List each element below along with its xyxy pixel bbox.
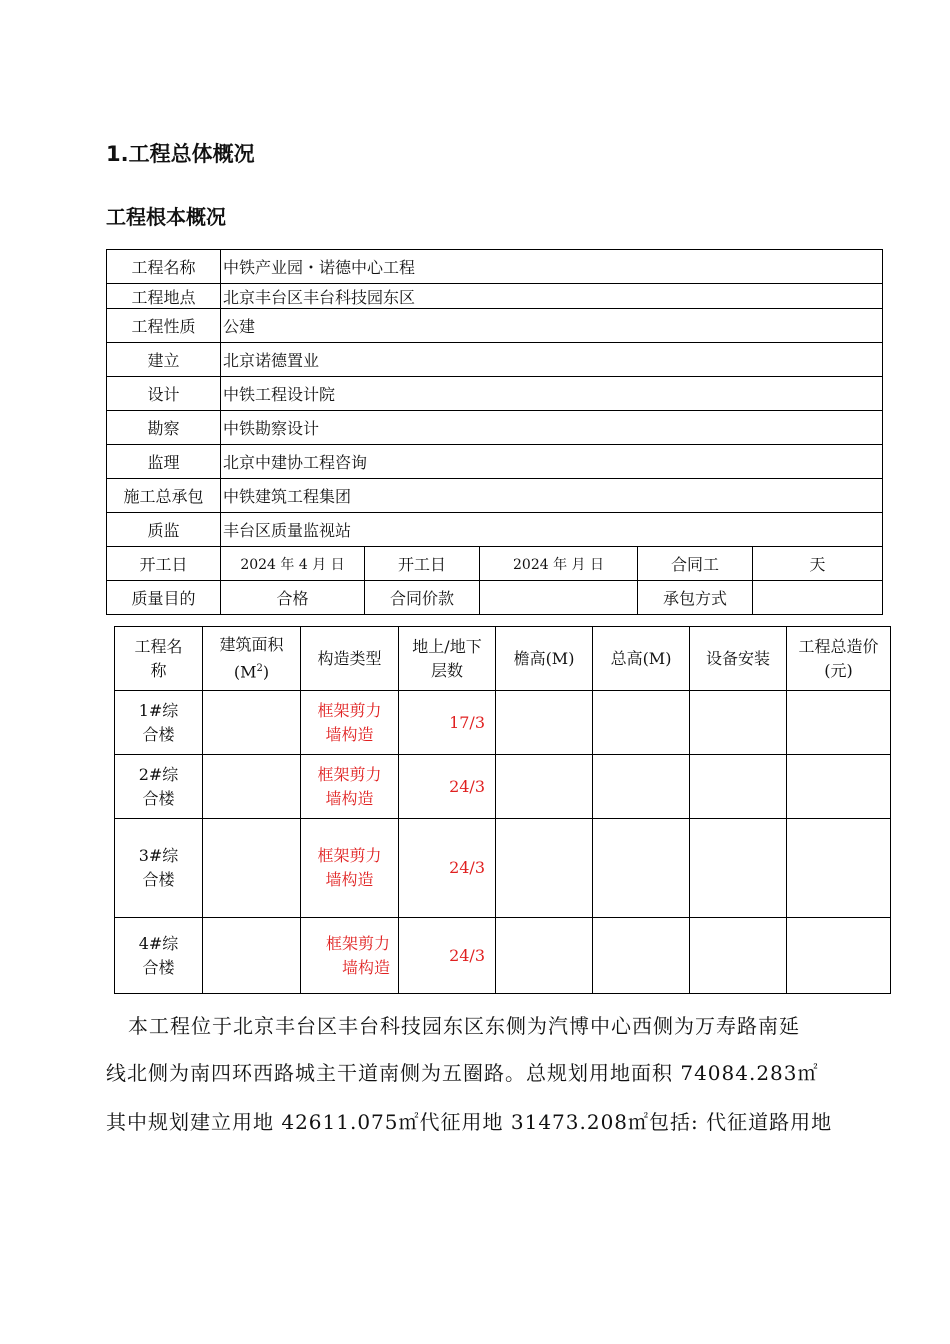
building-equipment (690, 755, 787, 819)
building-area (203, 691, 301, 755)
header-name: 工程名称 (115, 627, 203, 691)
info-value: 中铁勘察设计 (221, 411, 883, 445)
building-total-height (593, 755, 690, 819)
contract-method-value (753, 581, 883, 615)
date-row (107, 547, 883, 581)
contract-duration-label: 合同工 (638, 547, 753, 581)
contract-method-label: 承包方式 (638, 581, 753, 615)
building-name: 4#综合楼 (115, 918, 203, 994)
info-value: 中铁工程设计院 (221, 377, 883, 411)
header-structure: 构造类型 (301, 627, 399, 691)
building-cost (787, 819, 891, 918)
contract-price-value (480, 581, 638, 615)
paragraph-line: 其中规划建立用地 42611.075㎡代征用地 31473.208㎡包括: 代征道路用地 (106, 1110, 833, 1134)
building-eave-height (496, 819, 593, 918)
info-label: 工程性质 (107, 309, 221, 343)
info-row (107, 411, 883, 445)
building-equipment (690, 918, 787, 994)
info-label: 设计 (107, 377, 221, 411)
table-row (115, 918, 891, 994)
info-label: 质监 (107, 513, 221, 547)
building-name: 3#综合楼 (115, 819, 203, 918)
info-value: 中铁产业园・诺德中心工程 (221, 250, 883, 284)
header-equipment: 设备安装 (690, 627, 787, 691)
building-floors: 24/3 (399, 918, 496, 994)
building-floors: 24/3 (399, 755, 496, 819)
paragraph-line: 本工程位于北京丰台区丰台科技园东区东侧为汽博中心西侧为万寿路南延 (128, 1014, 800, 1038)
start-date2-label: 开工日 (365, 547, 480, 581)
building-name: 1#综合楼 (115, 691, 203, 755)
info-row (107, 513, 883, 547)
info-row (107, 343, 883, 377)
info-label: 建立 (107, 343, 221, 377)
header-floors: 地上/地下层数 (399, 627, 496, 691)
info-label: 工程地点 (107, 284, 221, 309)
building-cost (787, 918, 891, 994)
building-structure: 框架剪力墙构造 (301, 918, 399, 994)
building-structure: 框架剪力墙构造 (301, 755, 399, 819)
info-row (107, 284, 883, 309)
buildings-table (114, 626, 891, 994)
info-label: 监理 (107, 445, 221, 479)
table-row (115, 755, 891, 819)
info-value: 北京诺德置业 (221, 343, 883, 377)
project-info-table (106, 249, 883, 615)
building-cost (787, 691, 891, 755)
building-structure: 框架剪力墙构造 (301, 691, 399, 755)
subsection-heading: 工程根本概况 (106, 205, 226, 229)
building-equipment (690, 691, 787, 755)
building-floors: 24/3 (399, 819, 496, 918)
quality-value: 合格 (221, 581, 365, 615)
building-area (203, 755, 301, 819)
building-eave-height (496, 755, 593, 819)
info-label: 勘察 (107, 411, 221, 445)
info-label: 工程名称 (107, 250, 221, 284)
building-total-height (593, 691, 690, 755)
contract-price-label: 合同价款 (365, 581, 480, 615)
building-structure: 框架剪力墙构造 (301, 819, 399, 918)
section-heading: 1.工程总体概况 (106, 142, 255, 166)
building-area (203, 819, 301, 918)
info-row (107, 479, 883, 513)
contract-duration-value: 天 (753, 547, 883, 581)
building-name: 2#综合楼 (115, 755, 203, 819)
building-equipment (690, 819, 787, 918)
building-eave-height (496, 918, 593, 994)
info-value: 北京丰台区丰台科技园东区 (221, 284, 883, 309)
info-value: 北京中建协工程咨询 (221, 445, 883, 479)
info-row (107, 250, 883, 284)
info-label: 施工总承包 (107, 479, 221, 513)
info-value: 中铁建筑工程集团 (221, 479, 883, 513)
building-floors: 17/3 (399, 691, 496, 755)
building-total-height (593, 819, 690, 918)
header-total-height: 总高(M) (593, 627, 690, 691)
quality-row (107, 581, 883, 615)
table-row (115, 819, 891, 918)
building-eave-height (496, 691, 593, 755)
header-total-cost: 工程总造价(元) (787, 627, 891, 691)
info-row (107, 445, 883, 479)
paragraph-line: 线北侧为南四环西路城主干道南侧为五圈路。总规划用地面积 74084.283㎡ (106, 1061, 819, 1085)
building-area (203, 918, 301, 994)
header-eave-height: 檐高(M) (496, 627, 593, 691)
quality-label: 质量目的 (107, 581, 221, 615)
header-row (115, 627, 891, 691)
info-value: 公建 (221, 309, 883, 343)
start-date-label: 开工日 (107, 547, 221, 581)
building-cost (787, 755, 891, 819)
info-row (107, 309, 883, 343)
start-date-value: 2024 年 4 月 日 (221, 547, 365, 581)
start-date2-value: 2024 年 月 日 (480, 547, 638, 581)
header-area: 建筑面积$(M^2)$ (203, 627, 301, 691)
table-row (115, 691, 891, 755)
building-total-height (593, 918, 690, 994)
info-row (107, 377, 883, 411)
info-value: 丰台区质量监视站 (221, 513, 883, 547)
